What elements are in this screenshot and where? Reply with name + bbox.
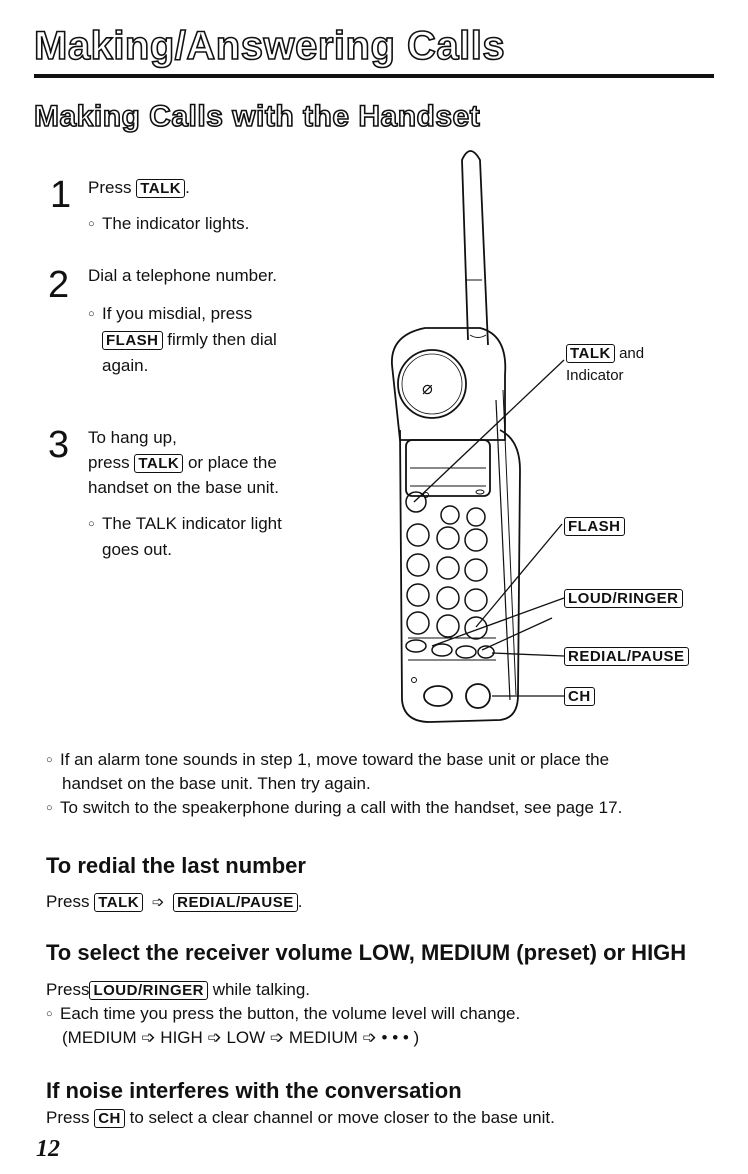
callout-loud-ringer: [564, 589, 683, 608]
bullet-icon: ○: [46, 1008, 53, 1020]
noise-heading: If noise interferes with the conversation: [46, 1078, 462, 1103]
step-3-note-line1: [88, 512, 282, 536]
ch-key-label: CH: [94, 1109, 125, 1128]
volume-heading: To select the receiver volume LOW, MEDIUM (preset) or HIGH: [46, 940, 687, 965]
callout-indicator: Indicator: [566, 367, 624, 384]
step-3-line2-text: or place the: [187, 453, 277, 472]
volume-note-line1: [46, 1002, 520, 1026]
loud-ringer-callout-key: LOUD/RINGER: [564, 589, 683, 608]
step-2-note-line2-text: firmly then dial: [167, 330, 277, 349]
step-2-note-line1: [88, 302, 252, 326]
callout-redial-pause: [564, 647, 689, 666]
handset-illustration: [370, 140, 730, 730]
talk-callout-key: TALK: [566, 344, 615, 363]
step-2-note-text: If you misdial, press: [102, 304, 253, 323]
note-alarm-text: If an alarm tone sounds in step 1, move toward the base unit or place the: [60, 750, 610, 769]
callout-ch: [564, 687, 595, 706]
bullet-icon: ○: [46, 754, 53, 766]
earpiece-glyph: ⌀: [422, 378, 433, 399]
step-3-note-line2: goes out.: [102, 540, 172, 559]
step-3-line3: handset on the base unit.: [88, 478, 279, 497]
note-alarm-line1: [46, 748, 609, 772]
step-1-instruction: [88, 176, 190, 200]
step-3-line2: [88, 451, 277, 475]
talk-key-label: TALK: [134, 454, 183, 473]
noise-instruction: [46, 1106, 555, 1130]
antenna: [462, 151, 488, 345]
ch-key: [466, 684, 490, 708]
bullet-icon: ○: [46, 802, 53, 814]
section-title: Making Calls with the Handset: [34, 100, 481, 133]
flash-callout-key: FLASH: [564, 517, 625, 536]
flash-key-label: FLASH: [102, 331, 163, 350]
step-2-note-line2: [102, 328, 277, 352]
volume-cycle: (MEDIUM ➩ HIGH ➩ LOW ➩ MEDIUM ➩ • • • ): [62, 1028, 420, 1047]
callout-flash: [564, 517, 625, 536]
redial-pause-key-label: REDIAL/PAUSE: [173, 893, 298, 912]
page-number: 12: [36, 1136, 60, 1162]
volume-note-text: Each time you press the button, the volume level will change.: [60, 1004, 521, 1023]
callout-talk: [566, 344, 644, 363]
redial-period: .: [297, 892, 303, 911]
redial-instruction: [46, 890, 302, 915]
volume-instruction: [46, 978, 310, 1002]
speaker-key: [424, 686, 452, 706]
loud-ringer-key-label: LOUD/RINGER: [89, 981, 208, 1000]
step-3-number: 3: [48, 424, 70, 466]
step-3-press-text: press: [88, 453, 130, 472]
step-1-number: 1: [50, 174, 72, 216]
step-3-note-text: The TALK indicator light: [102, 514, 282, 533]
step-1-note: [88, 212, 249, 236]
title-rule: [34, 74, 714, 78]
redial-heading: To redial the last number: [46, 853, 306, 878]
volume-while-text: while talking.: [212, 980, 311, 999]
ch-callout-key: CH: [564, 687, 595, 706]
step-1-period: .: [185, 178, 190, 197]
arrow-icon: ➩: [151, 894, 165, 911]
note-alarm-line2: handset on the base unit. Then try again.: [62, 774, 371, 793]
step-2-note-line3: again.: [102, 356, 149, 375]
keypad: [406, 492, 496, 660]
step-1-press-text: Press: [88, 178, 132, 197]
page-title: Making/Answering Calls: [34, 24, 506, 68]
step-1-note-text: The indicator lights.: [102, 214, 250, 233]
redial-press-text: Press: [46, 892, 90, 911]
step-2-number: 2: [48, 264, 70, 306]
volume-press-text: Press: [46, 980, 90, 999]
talk-key-label: TALK: [136, 179, 185, 198]
step-2-instruction: Dial a telephone number.: [88, 266, 278, 285]
noise-press-text: Press: [46, 1108, 90, 1127]
step-3-line1: To hang up,: [88, 428, 177, 447]
bullet-icon: ○: [88, 308, 95, 320]
bullet-icon: ○: [88, 218, 95, 230]
talk-key-label: TALK: [94, 893, 143, 912]
note-speakerphone: [46, 796, 622, 820]
talk-callout-and: and: [619, 345, 645, 362]
note-speakerphone-text: To switch to the speakerphone during a call with the handset, see page 17.: [60, 798, 623, 817]
noise-instruction-text: to select a clear channel or move closer to the base unit.: [129, 1108, 555, 1127]
bullet-icon: ○: [88, 518, 95, 530]
redial-pause-callout-key: REDIAL/PAUSE: [564, 647, 689, 666]
